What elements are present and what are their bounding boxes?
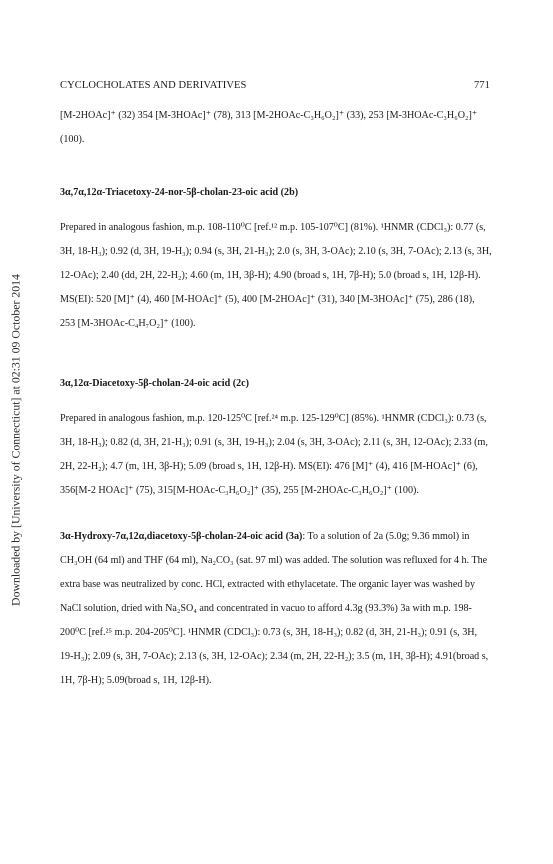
download-notice: Downloaded by [University of Connecticut] at 02:31 09 October 2014	[8, 274, 23, 606]
running-header	[60, 80, 490, 91]
section-body-3a: : To a solution of 2a (5.0g; 9.36 mmol) in CH₃OH (64 ml) and THF (64 ml), Na₂CO₃ (sat. 97 ml) was added. The solution was refluxed for 4 h. The extra base was neutralized by conc. HCl, extracted with ethylacetate. The organic layer was washed by NaCl solution, dried with Na₂SO₄ and concentrated in vacuo to afford 4.3g (93.3%) 3a with m.p. 198-200⁰C [ref.²⁵ m.p. 204-205⁰C]. ¹HNMR (CDCl₃): 0.73 (s, 3H, 18-H₃); 0.82 (d, 3H, 21-H₃); 0.91 (s, 3H, 19-H₃); 2.09 (s, 3H, 7-OAc); 2.13 (s, 3H, 12-OAc); 2.34 (m, 2H, 22-H₂); 3.5 (m, 1H, 3β-H); 4.91(broad s, 1H, 7β-H); 5.09(broad s, 1H, 12β-H).	[60, 531, 489, 686]
download-watermark	[5, 230, 27, 650]
continuation-paragraph: [M-2HOAc]⁺ (32) 354 [M-3HOAc]⁺ (78), 313 [M-2HOAc-C₃H₆O₂]⁺ (33), 253 [M-3HOAc-C₃H₆O₂]⁺ (100).	[60, 110, 478, 145]
section-heading-2b: 3α,7α,12α-Triacetoxy-24-nor-5β-cholan-23-oic acid (2b)	[60, 187, 299, 198]
section-heading-3a: 3α-Hydroxy-7α,12α,diacetoxy-5β-cholan-24-oic acid (3a)	[60, 531, 303, 542]
section-3a-paragraph	[60, 525, 492, 693]
page-number: 771	[473, 80, 490, 91]
article-body	[60, 104, 492, 693]
section-body-2c: Prepared in analogous fashion, m.p. 120-125⁰C [ref.²⁴ m.p. 125-129⁰C] (85%). ¹HNMR (CDCl₃): 0.73 (s, 3H, 18-H₃); 0.82 (d, 3H, 21-H₃); 0.91 (s, 3H, 19-H₃); 2.04 (s, 3H, 3-OAc); 2.11 (s, 3H, 12-OAc); 2.33 (m, 2H, 22-H₂); 4.7 (m, 1H, 3β-H); 5.09 (broad s, 1H, 12β-H). MS(EI): 476 [M]⁺ (4), 416 [M-HOAc]⁺ (6), 356[M-2 HOAc]⁺ (75), 315[M-HOAc-C₃H₆O₂]⁺ (35), 255 [M-2HOAc-C₃H₆O₂]⁺ (100).	[60, 413, 488, 496]
section-body-2b: Prepared in analogous fashion, m.p. 108-110⁰C [ref.¹² m.p. 105-107⁰C] (81%). ¹HNMR (CDCl₃): 0.77 (s, 3H, 18-H₃); 0.92 (d, 3H, 19-H₃); 0.94 (s, 3H, 21-H₃); 2.0 (s, 3H, 3-OAc); 2.10 (s, 3H, 7-OAc); 2.13 (s, 3H, 12-OAc); 2.40 (dd, 2H, 22-H₂); 4.60 (m, 1H, 3β-H); 4.90 (broad s, 1H, 7β-H); 5.0 (broad s, 1H, 12β-H). MS(EI): 520 [M]⁺ (4), 460 [M-HOAc]⁺ (5), 400 [M-2HOAc]⁺ (31), 340 [M-3HOAc]⁺ (75), 286 (18), 253 [M-3HOAc-C₄H₇O₂]⁺ (100).	[60, 222, 492, 329]
section-heading-2c: 3α,12α-Diacetoxy-5β-cholan-24-oic acid (2c)	[60, 378, 249, 389]
running-title: CYCLOCHOLATES AND DERIVATIVES	[60, 80, 247, 91]
